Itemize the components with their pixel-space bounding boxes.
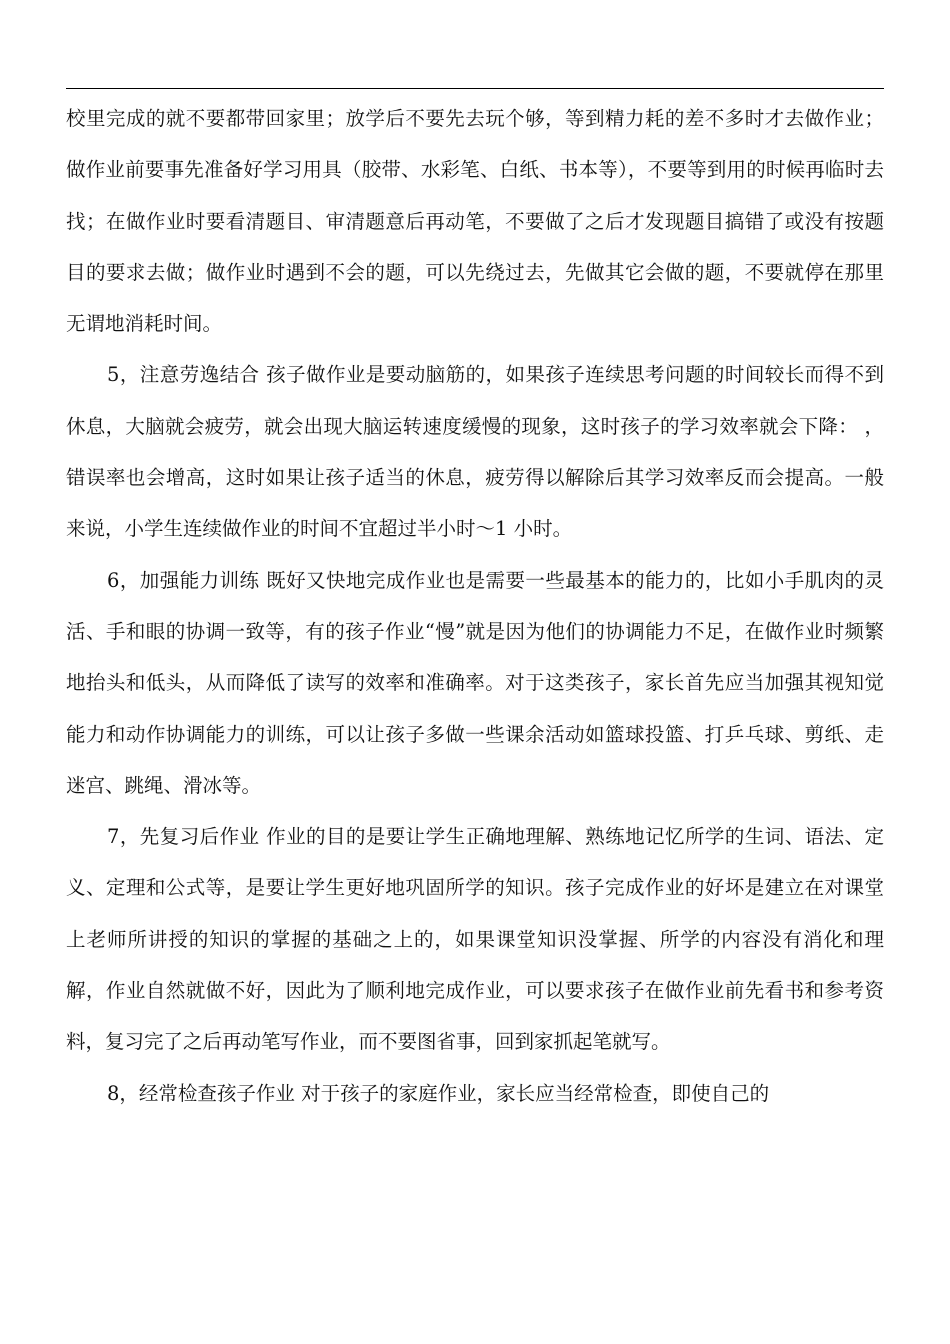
paragraph-continuation: 校里完成的就不要都带回家里；放学后不要先去玩个够，等到精力耗的差不多时才去做作业；做作业前要事先准备好学习用具（胶带、水彩笔、白纸、书本等），不要等到用的时候再临时去找；在做作业时要看清题目、审清题意后再动笔，不要做了之后才发现题目搞错了或没有按题目的要求去做；做作业时遇到不会的题，可以先绕过去，先做其它会做的题，不要就停在那里无谓地消耗时间。 xyxy=(66,107,884,336)
paragraph-7-review-first: 7，先复习后作业 作业的目的是要让学生正确地理解、熟练地记忆所学的生词、语法、定义、定理和公式等，是要让学生更好地巩固所学的知识。孩子完成作业的好坏是建立在对课堂上老师所讲授的知识的掌握的基础之上的，如果课堂知识没掌握、所学的内容没有消化和理解，作业自然就做不好，因此为了顺利地完成作业，可以要求孩子在做作业前先看书和参考资料，复习完了之后再动笔写作业，而不要图省事，回到家抓起笔就写。 xyxy=(66,825,884,1054)
document-body xyxy=(66,93,884,1119)
paragraph-8-check-homework: 8，经常检查孩子作业 对于孩子的家庭作业，家长应当经常检查，即使自己的 xyxy=(107,1081,770,1105)
paragraph-6-ability-training: 6，加强能力训练 既好又快地完成作业也是需要一些最基本的能力的，比如小手肌肉的灵活、手和眼的协调一致等，有的孩子作业“慢”就是因为他们的协调能力不足，在做作业时频繁地抬头和低头，从而降低了读写的效率和准确率。对于这类孩子，家长首先应当加强其视知觉能力和动作协调能力的训练，可以让孩子多做一些课余活动如篮球投篮、打乒乓球、剪纸、走迷宫、跳绳、滑冰等。 xyxy=(66,568,884,797)
header-rule xyxy=(66,88,884,89)
paragraph-5-rest-and-work: 5，注意劳逸结合 孩子做作业是要动脑筋的，如果孩子连续思考问题的时间较长而得不到休息，大脑就会疲劳，就会出现大脑运转速度缓慢的现象，这时孩子的学习效率就会下降： ，错误率也会增高，这时如果让孩子适当的休息，疲劳得以解除后其学习效率反而会提高。一般来说，小学生连续做作业的时间不宜超过半小时～1 小时。 xyxy=(66,363,884,541)
